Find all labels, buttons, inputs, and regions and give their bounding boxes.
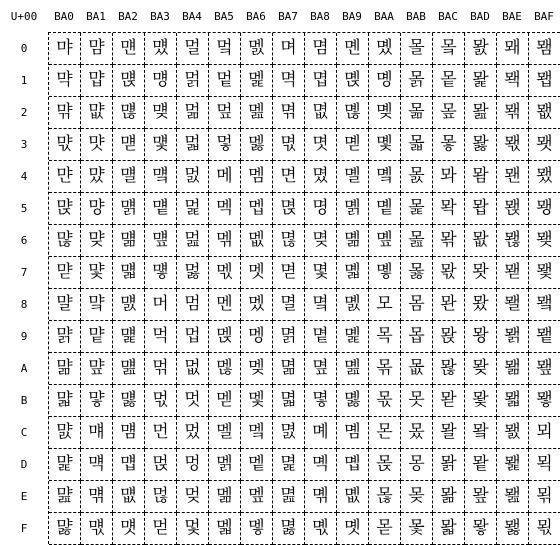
row-header: E — [20, 489, 28, 503]
row-header: 8 — [20, 297, 28, 311]
glyph-cell: 멄 — [177, 161, 209, 193]
glyph-cell: 먌 — [49, 417, 81, 449]
glyph-cell: 멐 — [209, 33, 241, 65]
glyph-cell: 못 — [401, 385, 433, 417]
glyph-cell: 몵 — [401, 193, 433, 225]
glyph-cell: 몛 — [337, 385, 369, 417]
glyph-cell: 먮 — [113, 481, 145, 513]
glyph-cell: 뫚 — [465, 353, 497, 385]
glyph-cell: 먭 — [113, 449, 145, 481]
glyph-cell: 먧 — [113, 257, 145, 289]
glyph-cell: 멼 — [273, 417, 305, 449]
glyph-cell: 뫉 — [433, 321, 465, 353]
glyph-cell: 멆 — [177, 225, 209, 257]
glyph-cell: 먜 — [81, 417, 113, 449]
glyph-cell: 몴 — [401, 161, 433, 193]
glyph-cell: 뫺 — [529, 353, 560, 385]
glyph-cell: 몂 — [305, 97, 337, 129]
glyph-cell: 몤 — [369, 161, 401, 193]
glyph-cell: 뫷 — [529, 257, 560, 289]
glyph-cell: 몫 — [369, 385, 401, 417]
glyph-cell: 먒 — [81, 97, 113, 129]
glyph-cell: 몘 — [337, 289, 369, 321]
glyph-cell: 몸 — [401, 289, 433, 321]
glyph-cell: 먿 — [145, 513, 177, 545]
glyph-cell: 멉 — [177, 321, 209, 353]
glyph-cell: 먶 — [145, 225, 177, 257]
glyph-cell: 멣 — [241, 129, 273, 161]
glyph-cell: 먨 — [113, 289, 145, 321]
glyph-cell: 몒 — [337, 97, 369, 129]
glyph-cell: 뫘 — [465, 289, 497, 321]
glyph-cell: 뫒 — [465, 97, 497, 129]
glyph-cell: 모 — [369, 289, 401, 321]
glyph-cell: 뫊 — [433, 353, 465, 385]
glyph-cell: 몬 — [369, 417, 401, 449]
column-header: BAD — [470, 9, 490, 23]
glyph-cell: 몚 — [337, 353, 369, 385]
glyph-cell: 몺 — [401, 353, 433, 385]
glyph-cell: 먵 — [145, 193, 177, 225]
glyph-cell: 뫫 — [497, 385, 529, 417]
glyph-cell: 멊 — [177, 353, 209, 385]
glyph-cell: 멓 — [209, 129, 241, 161]
glyph-cell: 먩 — [113, 321, 145, 353]
glyph-cell: 몾 — [401, 481, 433, 513]
glyph-cell: 면 — [273, 161, 305, 193]
glyph-cell: 멜 — [209, 417, 241, 449]
glyph-cell: 뫶 — [529, 225, 560, 257]
glyph-cell: 몲 — [401, 97, 433, 129]
glyph-cell: 멝 — [209, 449, 241, 481]
glyph-cell: 뫞 — [465, 481, 497, 513]
glyph-cell: 뫄 — [433, 161, 465, 193]
glyph-cell: 몯 — [369, 513, 401, 545]
glyph-cell: 먤 — [113, 161, 145, 193]
glyph-cell: 몦 — [369, 225, 401, 257]
glyph-cell: 먈 — [49, 289, 81, 321]
glyph-cell: 몑 — [337, 65, 369, 97]
glyph-cell: 뫡 — [497, 65, 529, 97]
glyph-cell: 먊 — [49, 353, 81, 385]
glyph-cell: 먾 — [145, 481, 177, 513]
glyph-cell: 뫵 — [529, 193, 560, 225]
glyph-cell: 몧 — [369, 257, 401, 289]
glyph-cell: 몞 — [337, 481, 369, 513]
row-header: 2 — [20, 105, 28, 119]
glyph-cell: 먆 — [49, 225, 81, 257]
glyph-cell: 멁 — [177, 65, 209, 97]
glyph-cell: 멛 — [209, 385, 241, 417]
glyph-cell: 뫜 — [465, 417, 497, 449]
glyph-cell: 뫓 — [465, 129, 497, 161]
glyph-cell: 몈 — [305, 289, 337, 321]
column-header: BA4 — [182, 9, 202, 23]
glyph-cell: 먘 — [81, 289, 113, 321]
glyph-cell: 몓 — [337, 129, 369, 161]
glyph-cell: 뫼 — [529, 417, 560, 449]
glyph-cell: 뫀 — [433, 33, 465, 65]
glyph-cell: 멯 — [241, 513, 273, 545]
glyph-cell: 몍 — [305, 449, 337, 481]
glyph-cell: 먄 — [49, 161, 81, 193]
glyph-cell: 목 — [369, 321, 401, 353]
glyph-cell: 먽 — [145, 449, 177, 481]
glyph-cell: 뫑 — [465, 65, 497, 97]
row-header: F — [20, 521, 28, 535]
glyph-cell: 멋 — [177, 385, 209, 417]
glyph-cell: 멍 — [177, 449, 209, 481]
glyph-cell: 몹 — [401, 321, 433, 353]
glyph-cell: 멺 — [273, 353, 305, 385]
glyph-cell: 멭 — [241, 449, 273, 481]
glyph-cell: 뫽 — [529, 449, 560, 481]
glyph-cell: 먍 — [49, 449, 81, 481]
glyph-cell: 뫹 — [529, 321, 560, 353]
glyph-cell: 먇 — [49, 257, 81, 289]
glyph-cell: 멷 — [273, 257, 305, 289]
row-header: 7 — [20, 265, 28, 279]
glyph-cell: 먡 — [113, 65, 145, 97]
glyph-cell: 메 — [209, 161, 241, 193]
glyph-cell: 먢 — [113, 97, 145, 129]
glyph-cell: 뫕 — [465, 193, 497, 225]
glyph-cell: 멞 — [209, 481, 241, 513]
glyph-cell: 몆 — [305, 225, 337, 257]
glyph-cell: 먋 — [49, 385, 81, 417]
glyph-cell: 뫻 — [529, 385, 560, 417]
glyph-cell: 몗 — [337, 257, 369, 289]
row-header: A — [20, 361, 28, 375]
glyph-cell: 멹 — [273, 321, 305, 353]
glyph-cell: 멻 — [273, 385, 305, 417]
glyph-cell: 몀 — [305, 33, 337, 65]
glyph-cell: 멦 — [241, 225, 273, 257]
column-header: BA3 — [150, 9, 170, 23]
row-header: 5 — [20, 201, 28, 215]
glyph-cell: 먹 — [145, 321, 177, 353]
glyph-cell: 멡 — [241, 65, 273, 97]
column-header: BA7 — [278, 9, 298, 23]
glyph-cell: 멶 — [273, 225, 305, 257]
glyph-cell: 멬 — [241, 417, 273, 449]
glyph-cell: 뫆 — [433, 225, 465, 257]
glyph-cell: 몥 — [369, 193, 401, 225]
glyph-cell: 뫱 — [529, 65, 560, 97]
glyph-cell: 멢 — [241, 97, 273, 129]
glyph-cell: 멱 — [273, 65, 305, 97]
glyph-cell: 먎 — [49, 481, 81, 513]
glyph-cell: 뫙 — [465, 321, 497, 353]
glyph-cell: 멤 — [241, 161, 273, 193]
column-header: BAC — [438, 9, 458, 23]
glyph-cell: 몶 — [401, 225, 433, 257]
column-header: BA6 — [246, 9, 266, 23]
glyph-cell: 먛 — [81, 385, 113, 417]
glyph-cell: 멃 — [177, 129, 209, 161]
glyph-cell: 멨 — [241, 289, 273, 321]
glyph-cell: 멲 — [273, 97, 305, 129]
column-header: BA2 — [118, 9, 138, 23]
glyph-cell: 먰 — [145, 33, 177, 65]
glyph-cell: 몳 — [401, 129, 433, 161]
glyph-cell: 뫔 — [465, 161, 497, 193]
glyph-cell: 뫮 — [497, 481, 529, 513]
glyph-cell: 몉 — [305, 321, 337, 353]
glyph-cell: 뫪 — [497, 353, 529, 385]
glyph-cell: 먝 — [81, 449, 113, 481]
glyph-cell: 몭 — [369, 449, 401, 481]
glyph-cell: 먅 — [49, 193, 81, 225]
glyph-cell: 멒 — [209, 97, 241, 129]
glyph-cell: 뫂 — [433, 97, 465, 129]
glyph-cell: 멅 — [177, 193, 209, 225]
glyph-cell: 먱 — [145, 65, 177, 97]
glyph-cell: 뫩 — [497, 321, 529, 353]
glyph-cell: 뫰 — [529, 33, 560, 65]
column-header: BA0 — [54, 9, 74, 23]
glyph-cell: 몷 — [401, 257, 433, 289]
glyph-cell: 뫎 — [433, 481, 465, 513]
glyph-cell: 멠 — [241, 33, 273, 65]
glyph-cell: 멎 — [177, 481, 209, 513]
row-header: 1 — [20, 73, 28, 87]
glyph-cell: 멮 — [241, 481, 273, 513]
glyph-cell: 멑 — [209, 65, 241, 97]
column-header: BA1 — [86, 9, 106, 23]
glyph-cell: 멟 — [209, 513, 241, 545]
row-header: 0 — [20, 41, 28, 55]
glyph-cell: 몖 — [337, 225, 369, 257]
glyph-cell: 몊 — [305, 353, 337, 385]
row-header: B — [20, 393, 28, 407]
glyph-cell: 먕 — [81, 193, 113, 225]
glyph-cell: 뫈 — [433, 289, 465, 321]
glyph-cell: 먏 — [49, 513, 81, 545]
glyph-cell: 먫 — [113, 385, 145, 417]
glyph-cell: 몠 — [369, 33, 401, 65]
glyph-cell: 멫 — [241, 385, 273, 417]
glyph-cell: 뫇 — [433, 257, 465, 289]
glyph-cell: 뫦 — [497, 225, 529, 257]
glyph-cell: 몏 — [305, 513, 337, 545]
glyph-cell: 먬 — [113, 417, 145, 449]
glyph-cell: 먷 — [145, 257, 177, 289]
column-header: BAF — [534, 9, 554, 23]
glyph-cell: 몔 — [337, 161, 369, 193]
glyph-cell: 몱 — [401, 65, 433, 97]
glyph-cell: 멽 — [273, 449, 305, 481]
glyph-cell: 뫅 — [433, 193, 465, 225]
glyph-cell: 먑 — [81, 65, 113, 97]
glyph-cell: 며 — [273, 33, 305, 65]
glyph-cell: 몁 — [305, 65, 337, 97]
glyph-cell: 명 — [305, 193, 337, 225]
glyph-cell: 몟 — [337, 513, 369, 545]
glyph-cell: 뫢 — [497, 97, 529, 129]
column-header: BA8 — [310, 9, 330, 23]
row-header: D — [20, 457, 28, 471]
glyph-cell: 멂 — [177, 97, 209, 129]
glyph-cell: 뫛 — [465, 385, 497, 417]
glyph-cell: 멖 — [209, 225, 241, 257]
glyph-cell: 뫥 — [497, 193, 529, 225]
glyph-cell: 먙 — [81, 321, 113, 353]
glyph-cell: 멀 — [177, 33, 209, 65]
glyph-cell: 몌 — [305, 417, 337, 449]
glyph-cell: 뫤 — [497, 161, 529, 193]
glyph-cell: 먠 — [113, 33, 145, 65]
glyph-cell: 뫸 — [529, 289, 560, 321]
corner-label: U+00 — [10, 9, 38, 23]
glyph-grid — [48, 32, 560, 544]
glyph-cell: 먉 — [49, 321, 81, 353]
glyph-cell: 몄 — [305, 161, 337, 193]
glyph-cell: 뫳 — [529, 129, 560, 161]
glyph-cell: 먯 — [113, 513, 145, 545]
glyph-cell: 뫖 — [465, 225, 497, 257]
glyph-cell: 몎 — [305, 481, 337, 513]
glyph-cell: 뫿 — [529, 513, 560, 545]
column-header: BA5 — [214, 9, 234, 23]
glyph-cell: 몃 — [305, 129, 337, 161]
glyph-cell: 뫴 — [529, 161, 560, 193]
column-header: BA9 — [342, 9, 362, 23]
glyph-cell: 멚 — [209, 353, 241, 385]
glyph-cell: 뫏 — [433, 513, 465, 545]
glyph-cell: 뫭 — [497, 449, 529, 481]
glyph-cell: 먐 — [81, 33, 113, 65]
glyph-cell: 먓 — [81, 129, 113, 161]
glyph-cell: 뫝 — [465, 449, 497, 481]
glyph-cell: 뫗 — [465, 257, 497, 289]
glyph-cell: 뫐 — [465, 33, 497, 65]
column-header: BAB — [406, 9, 426, 23]
glyph-cell: 몜 — [337, 417, 369, 449]
glyph-cell: 멘 — [209, 289, 241, 321]
glyph-cell: 뫍 — [433, 449, 465, 481]
glyph-cell: 몰 — [401, 33, 433, 65]
glyph-cell: 몋 — [305, 385, 337, 417]
glyph-cell: 멵 — [273, 193, 305, 225]
glyph-cell: 몮 — [369, 481, 401, 513]
glyph-cell: 뫟 — [465, 513, 497, 545]
glyph-cell: 머 — [145, 289, 177, 321]
glyph-cell: 뫌 — [433, 417, 465, 449]
glyph-cell: 몐 — [337, 33, 369, 65]
glyph-cell: 멗 — [209, 257, 241, 289]
row-header: 9 — [20, 329, 28, 343]
glyph-cell: 멌 — [177, 417, 209, 449]
glyph-cell: 뫯 — [497, 513, 529, 545]
glyph-cell: 먴 — [145, 161, 177, 193]
row-header: 6 — [20, 233, 28, 247]
glyph-cell: 몢 — [369, 97, 401, 129]
row-header: C — [20, 425, 28, 439]
glyph-cell: 먟 — [81, 513, 113, 545]
glyph-cell: 먪 — [113, 353, 145, 385]
glyph-cell: 멥 — [241, 193, 273, 225]
glyph-cell: 멾 — [273, 481, 305, 513]
glyph-cell: 멩 — [241, 321, 273, 353]
glyph-cell: 멈 — [177, 289, 209, 321]
glyph-cell: 먗 — [81, 257, 113, 289]
glyph-cell: 먦 — [113, 225, 145, 257]
glyph-cell: 먲 — [145, 97, 177, 129]
glyph-cell: 먣 — [113, 129, 145, 161]
glyph-cell: 뫨 — [497, 289, 529, 321]
glyph-cell: 먻 — [145, 385, 177, 417]
glyph-cell: 멪 — [241, 353, 273, 385]
glyph-cell: 멳 — [273, 129, 305, 161]
column-header: BAE — [502, 9, 522, 23]
glyph-cell: 몣 — [369, 129, 401, 161]
glyph-cell: 뫁 — [433, 65, 465, 97]
glyph-cell: 뫃 — [433, 129, 465, 161]
glyph-cell: 멇 — [177, 257, 209, 289]
glyph-cell: 뫲 — [529, 97, 560, 129]
glyph-cell: 멏 — [177, 513, 209, 545]
glyph-cell: 뫣 — [497, 129, 529, 161]
glyph-cell: 먼 — [145, 417, 177, 449]
glyph-cell: 몽 — [401, 449, 433, 481]
glyph-cell: 멧 — [241, 257, 273, 289]
glyph-cell: 몿 — [401, 513, 433, 545]
glyph-cell: 먚 — [81, 353, 113, 385]
glyph-cell: 먔 — [81, 161, 113, 193]
glyph-cell: 몪 — [369, 353, 401, 385]
glyph-cell: 뫾 — [529, 481, 560, 513]
glyph-cell: 멙 — [209, 321, 241, 353]
glyph-cell: 먺 — [145, 353, 177, 385]
glyph-cell: 멕 — [209, 193, 241, 225]
glyph-cell: 뫠 — [497, 33, 529, 65]
glyph-cell: 멸 — [273, 289, 305, 321]
glyph-cell: 몼 — [401, 417, 433, 449]
glyph-cell: 멿 — [273, 513, 305, 545]
glyph-cell: 몡 — [369, 65, 401, 97]
glyph-cell: 먖 — [81, 225, 113, 257]
glyph-cell: 몙 — [337, 321, 369, 353]
glyph-cell: 먁 — [49, 65, 81, 97]
glyph-cell: 뫋 — [433, 385, 465, 417]
row-header: 4 — [20, 169, 28, 183]
glyph-cell: 먥 — [113, 193, 145, 225]
glyph-cell: 몕 — [337, 193, 369, 225]
glyph-cell: 몇 — [305, 257, 337, 289]
glyph-cell: 먀 — [49, 33, 81, 65]
row-header: 3 — [20, 137, 28, 151]
glyph-cell: 먞 — [81, 481, 113, 513]
glyph-cell: 먂 — [49, 97, 81, 129]
column-header: BAA — [374, 9, 394, 23]
glyph-cell: 몝 — [337, 449, 369, 481]
glyph-cell: 뫧 — [497, 257, 529, 289]
glyph-cell: 먳 — [145, 129, 177, 161]
glyph-cell: 뫬 — [497, 417, 529, 449]
glyph-cell: 먃 — [49, 129, 81, 161]
